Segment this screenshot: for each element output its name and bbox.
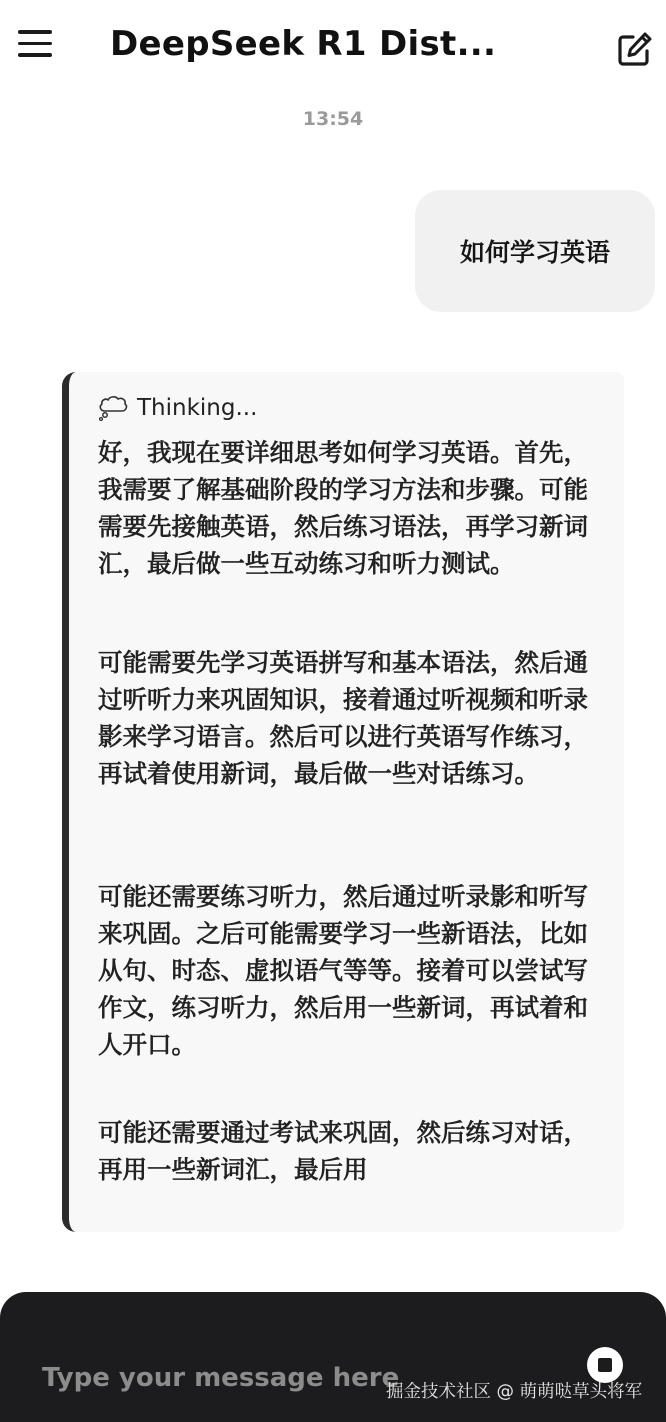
- user-message-text: 如何学习英语: [459, 238, 610, 267]
- page-title: DeepSeek R1 Dist...: [110, 24, 497, 64]
- hamburger-menu-icon: [18, 30, 58, 57]
- thought-bubble-icon: [97, 394, 129, 422]
- user-message-bubble: [415, 190, 655, 312]
- new-chat-button[interactable]: [614, 28, 656, 70]
- edit-icon: [614, 28, 656, 70]
- menu-button[interactable]: [18, 30, 58, 66]
- watermark-text: 掘金技术社区 @ 萌萌哒草头将军: [386, 1382, 643, 1402]
- thinking-paragraph: 可能还需要练习听力，然后通过听录影和听写来巩固。之后可能需要学习一些新语法，比如从句、时态、虚拟语气等等。接着可以尝试写作文，练习听力，然后用一些新词，再试着和人开口。: [98, 882, 588, 1059]
- thinking-block: [62, 372, 624, 1232]
- message-timestamp: 13:54: [302, 108, 364, 130]
- thinking-paragraph: 好，我现在要详细思考如何学习英语。首先，我需要了解基础阶段的学习方法和步骤。可能需要先接触英语，然后练习语法，再学习新词汇，最后做一些互动练习和听力测试。: [98, 438, 588, 578]
- top-bar: [0, 0, 666, 96]
- thinking-paragraph: 可能需要先学习英语拼写和基本语法，然后通过听听力来巩固知识，接着通过听视频和听录影来学习语言。然后可以进行英语写作练习，再试着使用新词，最后做一些对话练习。: [98, 648, 588, 788]
- stop-icon: [598, 1358, 612, 1372]
- thinking-label: Thinking...: [137, 395, 258, 421]
- thinking-header: [97, 394, 257, 422]
- message-input[interactable]: [42, 1356, 402, 1400]
- thinking-paragraph: 可能还需要通过考试来巩固，然后练习对话，再用一些新词汇，最后用: [98, 1118, 588, 1184]
